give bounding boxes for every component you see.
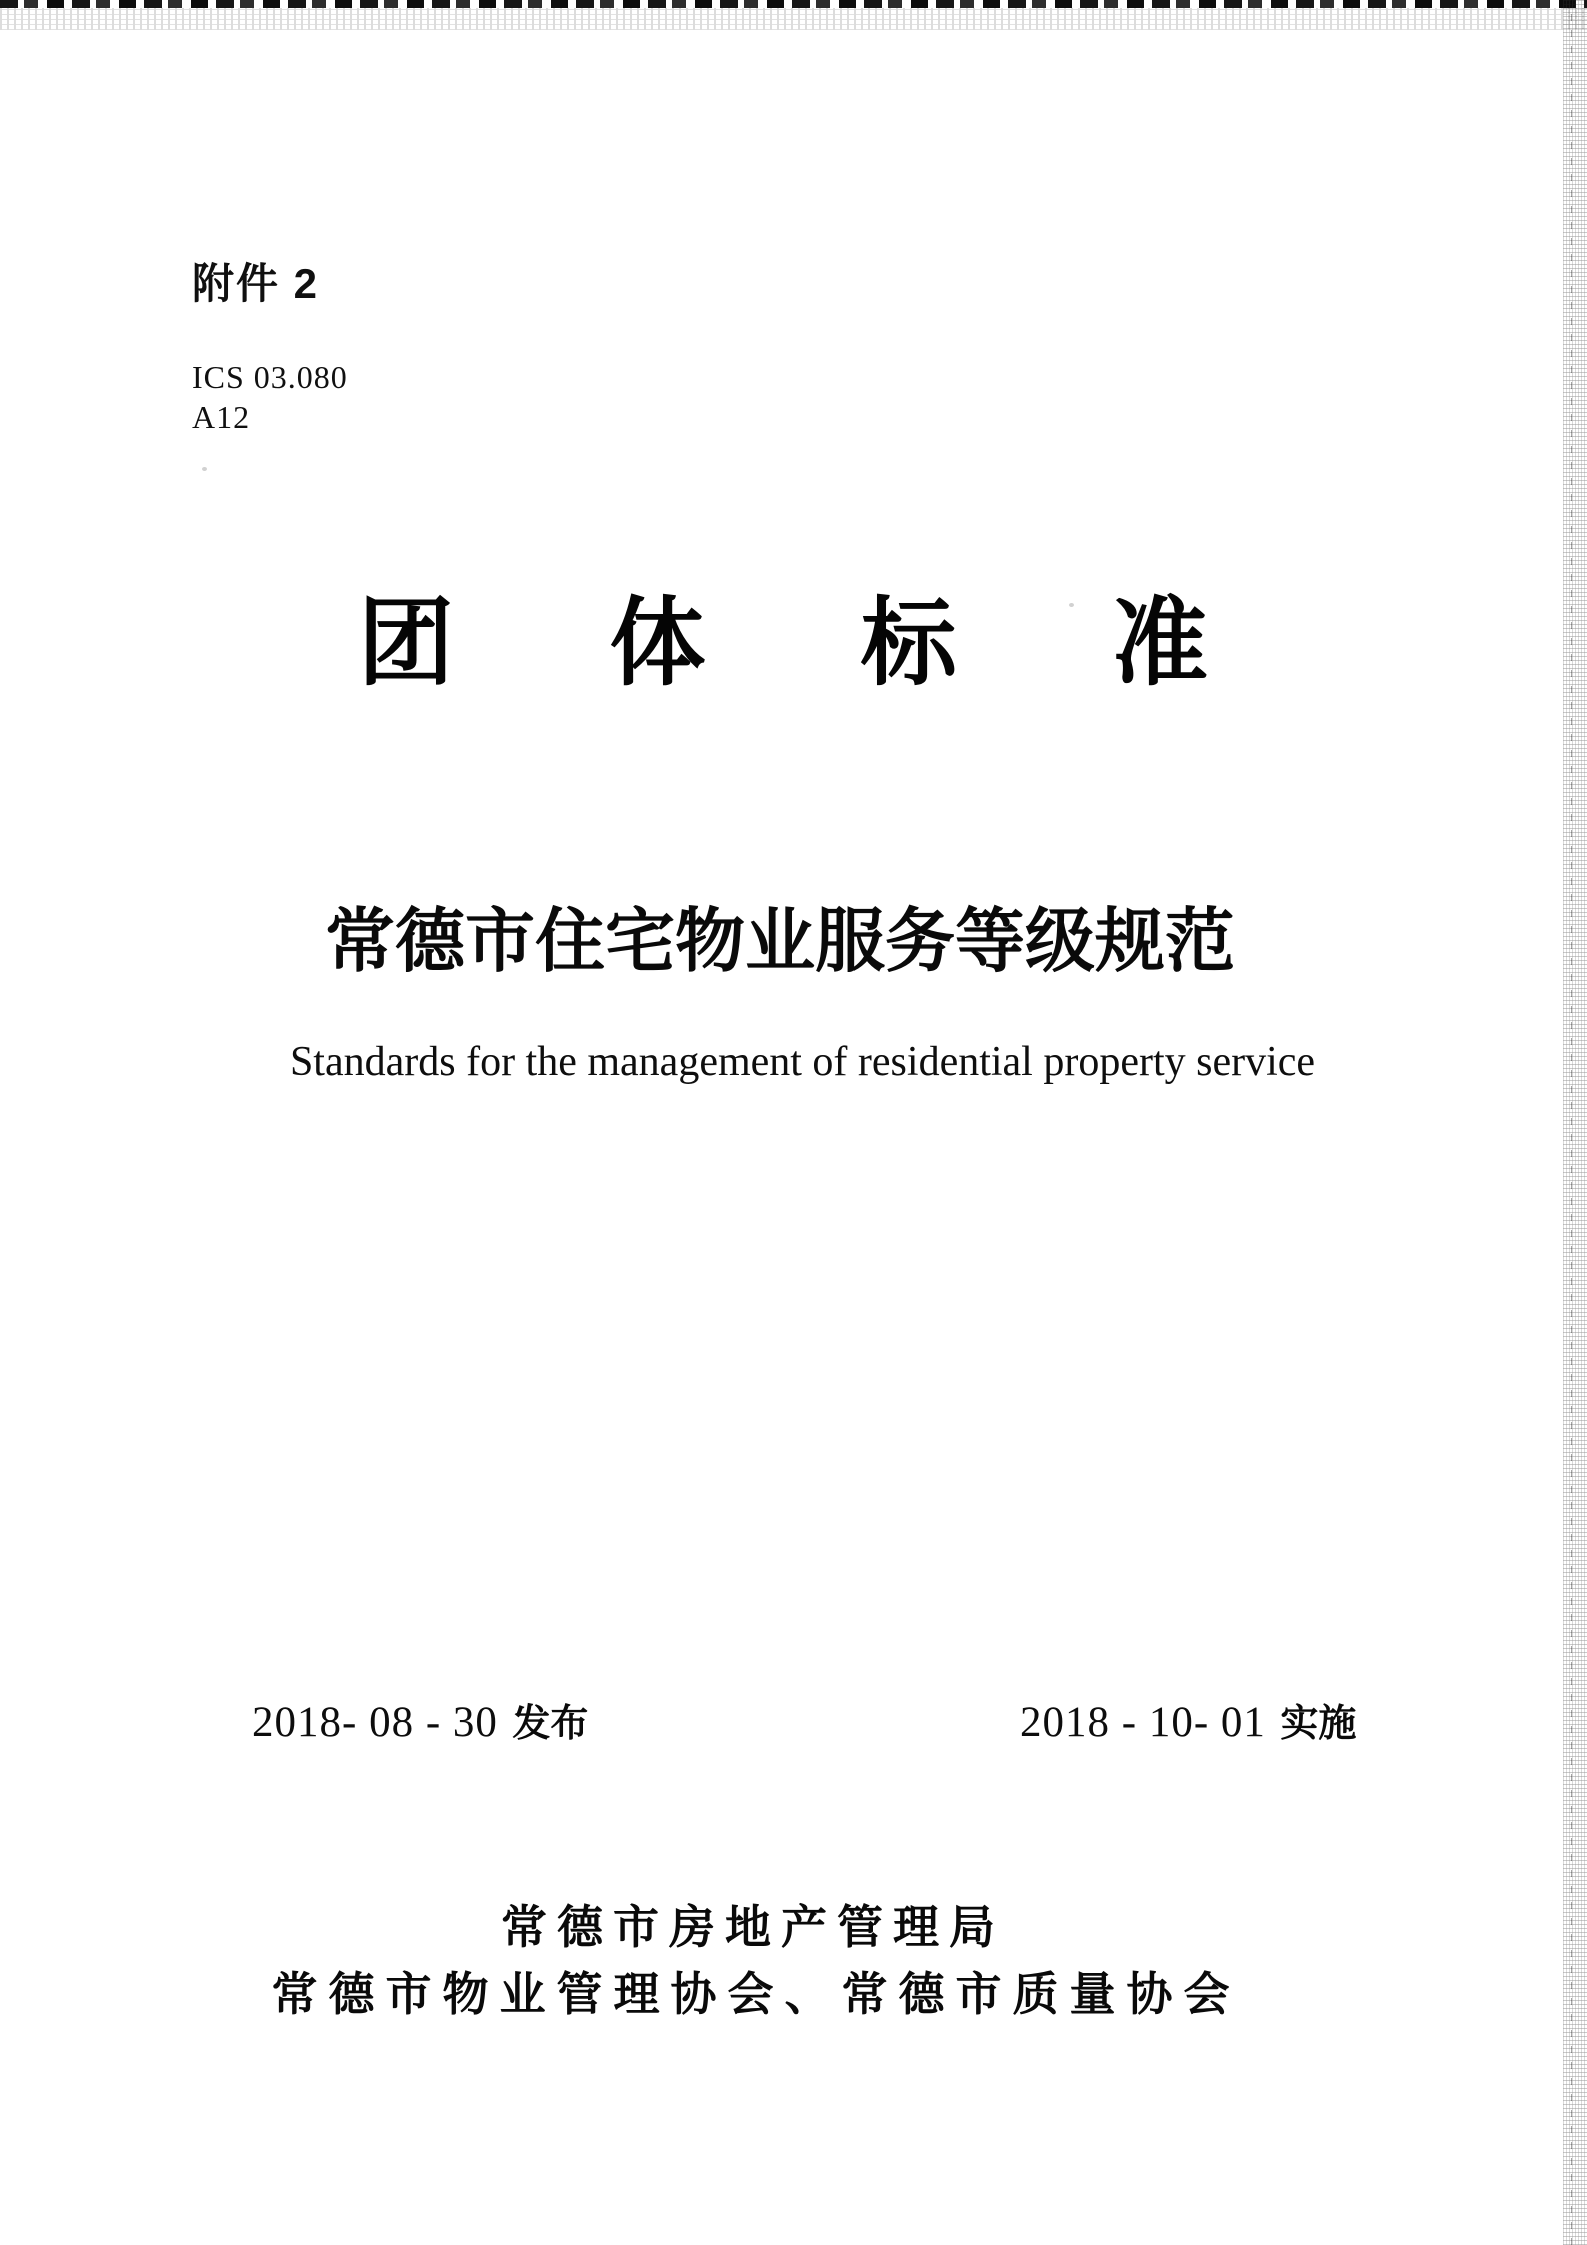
- issue-date-value: 2018- 08 - 30: [252, 1699, 498, 1746]
- issuing-authority: 常德市房地产管理局: [501, 1901, 1005, 1953]
- ics-code: ICS 03.080: [192, 359, 348, 395]
- standard-name-english: Standards for the management of residential property service: [289, 1039, 1316, 1085]
- issue-date-label: 发布: [512, 1703, 589, 1745]
- implementation-date-label: 实施: [1280, 1703, 1357, 1745]
- implementation-date-value: 2018 - 10- 01: [1020, 1699, 1266, 1746]
- scan-artifact-right-edge: [1563, 0, 1587, 2245]
- implementation-date: [1020, 1692, 1356, 1747]
- title-char: 标: [860, 590, 957, 697]
- title-char: 体: [609, 590, 706, 697]
- classification-code: A12: [192, 399, 251, 435]
- scan-artifact-top-noise: [0, 8, 1587, 30]
- scan-artifact-top-edge: [0, 0, 1587, 8]
- issue-date: [252, 1692, 588, 1747]
- attachment-label: 附件 2: [192, 260, 320, 307]
- document-type-title: [358, 590, 1208, 697]
- scan-speck: [202, 467, 207, 471]
- standard-name-chinese: 常德市住宅物业服务等级规范: [325, 902, 1235, 980]
- co-issuing-organizations: 常德市物业管理协会、常德市质量协会: [271, 1968, 1241, 2020]
- scan-artifact-right-line: [1571, 0, 1572, 2245]
- title-char: 团: [358, 590, 454, 697]
- title-char: 准: [1111, 590, 1208, 697]
